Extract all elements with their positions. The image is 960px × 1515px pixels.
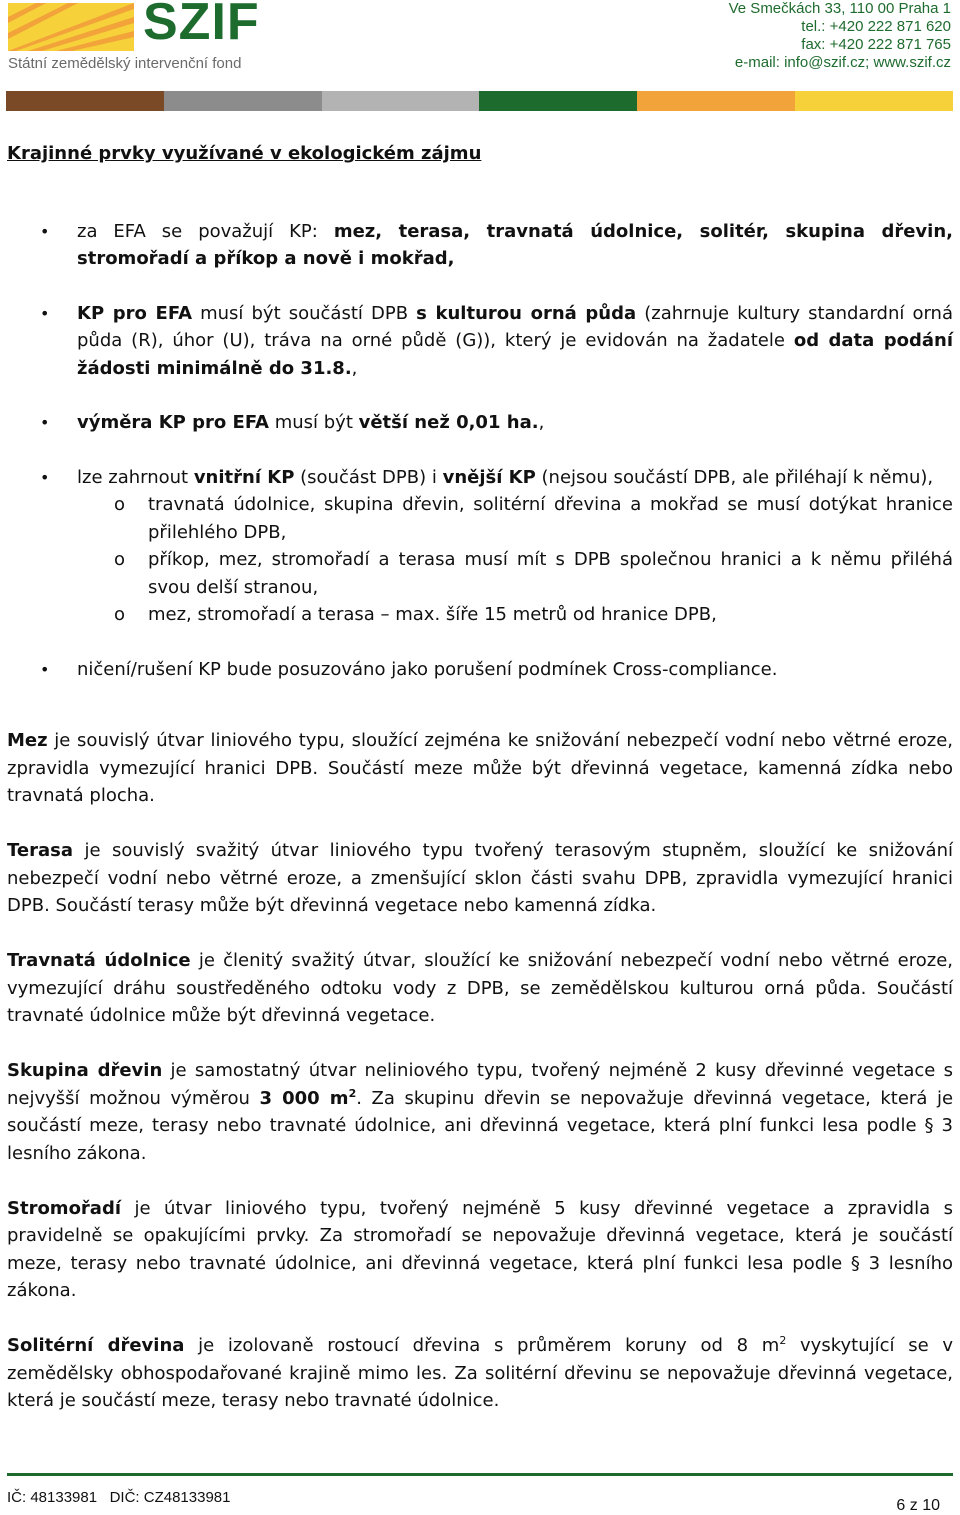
area-number: 3 000 m bbox=[259, 1087, 349, 1109]
bold-text: od data podání žádosti minimálně do 31.8. bbox=[77, 330, 953, 379]
stripe-segment bbox=[6, 91, 164, 111]
header-color-stripe bbox=[6, 91, 953, 111]
list-item bbox=[7, 656, 953, 684]
list-item bbox=[7, 464, 953, 629]
text: (součást DPB) i bbox=[294, 466, 443, 488]
sub-list-item bbox=[7, 601, 953, 629]
bold-text: mez, terasa, travnatá údolnice, solitér, skupina dřevin, stromořadí a příkop a nově i mokřad, bbox=[77, 220, 953, 269]
definition-soliterni-drevina bbox=[7, 1332, 953, 1415]
text: vyskytující se v zemědělsky obhospodařované krajině mimo les. Za solitérní dřevinu se nepovažuje dřevinná vegetace, která je součástí meze, terasy nebo travnaté údolnice. bbox=[7, 1335, 953, 1411]
text: je souvislý útvar liniového typu, sloužící zejména ke snižování nebezpečí vodní nebo větrné eroze, zpravidla vymezující hranici DPB. Součástí meze může být dřevinná vegetace, kamenná zídka nebo travnatá plocha. bbox=[7, 730, 953, 806]
bold-text: větší než 0,01 ha. bbox=[358, 412, 539, 433]
page-number: 6 z 10 bbox=[896, 1497, 940, 1514]
bold-text: vnější KP bbox=[442, 466, 536, 488]
text: mez, stromořadí a terasa – max. šíře 15 metrů od hranice DPB, bbox=[148, 604, 717, 625]
page-title: Krajinné prvky využívané v ekologickém zájmu bbox=[7, 143, 482, 164]
definition-mez bbox=[7, 727, 953, 810]
term: Solitérní dřevina bbox=[7, 1335, 185, 1356]
definition-terasa bbox=[7, 837, 953, 920]
bold-text: vnitřní KP bbox=[193, 466, 295, 488]
contact-tel: tel.: +420 222 871 620 bbox=[801, 18, 951, 35]
list-item bbox=[7, 218, 953, 273]
text: travnatá údolnice, skupina dřevin, solitérní dřevina a mokřad se musí dotýkat hranice přilehlého DPB, bbox=[148, 494, 953, 543]
text: lze zahrnout bbox=[77, 466, 194, 488]
superscript: 2 bbox=[348, 1086, 357, 1100]
bold-text: s kulturou orná půda bbox=[416, 302, 637, 324]
sub-list bbox=[77, 491, 953, 629]
text: je souvislý svažitý útvar liniového typu tvořený terasovým stupněm, sloužící ke snižování nebezpečí vodní nebo větrné eroze, a zmenšující sklon části svahu DPB, zpravidla vymezující hranici DPB. Součástí terasy může být dřevinná vegetace nebo kamenná zídka. bbox=[7, 840, 953, 916]
text: . Za skupinu dřevin se nepovažuje dřevinná vegetace, která je součástí meze, terasy nebo travnaté údolnice, ani dřevinná vegetace, která plní funkci lesa podle § 3 lesního zákona. bbox=[7, 1087, 954, 1164]
contact-fax: fax: +420 222 871 765 bbox=[801, 36, 951, 53]
szif-logo-fields-icon bbox=[8, 3, 134, 51]
term: Terasa bbox=[7, 840, 73, 861]
bold-text: výměra KP pro EFA bbox=[77, 412, 269, 433]
sub-bullet-marker: o bbox=[114, 549, 126, 570]
document-body bbox=[7, 140, 953, 1442]
stripe-segment bbox=[164, 91, 322, 111]
definition-travnata-udolnice bbox=[7, 947, 953, 1030]
text: ničení/rušení KP bude posuzováno jako porušení podmínek Cross-compliance. bbox=[77, 658, 778, 680]
logo-wordmark: SZIF bbox=[143, 0, 260, 51]
text: (nejsou součástí DPB, ale přiléhají k němu), bbox=[535, 466, 934, 488]
superscript: 2 bbox=[779, 1334, 787, 1347]
text: za EFA se považují KP: bbox=[77, 220, 334, 242]
text: je útvar liniového typu, tvořený nejméně 5 kusy dřevinné vegetace a zpravidla s pravidelně se opakujícími prvky. Za stromořadí se nepovažuje dřevinná vegetace, která je součástí meze, terasy nebo travnaté údolnice, ani dřevinná vegetace, která plní funkci lesa podle § 3 lesního zákona. bbox=[7, 1197, 953, 1301]
text: (zahrnuje kultury standardní orná půda (R), úhor (U), tráva na orné půdě (G)), který je evidován na žadatele bbox=[77, 302, 953, 351]
rules-list bbox=[7, 218, 953, 684]
page-header bbox=[0, 0, 960, 112]
sub-bullet-marker: o bbox=[114, 494, 126, 515]
text: , bbox=[351, 357, 358, 379]
contact-block bbox=[729, 0, 951, 72]
text: je samostatný útvar neliniového typu, tvořený nejméně 2 kusy dřevinné vegetace s nejvyšší možnou výměrou bbox=[7, 1060, 953, 1109]
text: je izolovaně rostoucí dřevina s průměrem koruny od 8 m bbox=[184, 1335, 780, 1356]
footer-company-ids: IČ: 48133981 DIČ: CZ48133981 bbox=[7, 1489, 231, 1506]
definition-skupina-drevin bbox=[7, 1057, 953, 1167]
bold-text: KP pro EFA bbox=[77, 302, 192, 324]
logo-subtitle: Státní zemědělský intervenční fond bbox=[8, 55, 242, 72]
definition-stromoradi bbox=[7, 1195, 953, 1305]
definitions bbox=[7, 727, 953, 1415]
list-item bbox=[7, 300, 953, 383]
term: Travnatá údolnice bbox=[7, 950, 191, 971]
text: musí být součástí DPB bbox=[192, 302, 417, 324]
stripe-segment bbox=[637, 91, 795, 111]
term: Stromořadí bbox=[7, 1197, 122, 1219]
footer-divider bbox=[7, 1473, 953, 1476]
text: musí být bbox=[268, 412, 359, 433]
text: je členitý svažitý útvar, sloužící ke snižování nebezpečí vodní nebo větrné eroze, vymezující dráhu soustředěného odtoku vody z DPB, se zemědělskou kulturou orná půda. Součástí travnaté údolnice může být dřevinná vegetace. bbox=[7, 950, 953, 1026]
term: Skupina dřevin bbox=[7, 1060, 163, 1081]
sub-bullet-marker: o bbox=[114, 604, 126, 625]
text: , bbox=[538, 412, 545, 433]
stripe-segment bbox=[322, 91, 480, 111]
term: Mez bbox=[7, 730, 48, 751]
stripe-segment bbox=[795, 91, 953, 111]
stripe-segment bbox=[479, 91, 637, 111]
area-value bbox=[259, 1088, 356, 1109]
list-item bbox=[7, 409, 953, 437]
contact-address: Ve Smečkách 33, 110 00 Praha 1 bbox=[728, 0, 951, 17]
text: příkop, mez, stromořadí a terasa musí mít s DPB společnou hranici a k němu přiléhá svou delší stranou, bbox=[148, 549, 953, 598]
sub-list-item bbox=[7, 546, 953, 601]
sub-list-item bbox=[7, 491, 953, 546]
contact-email-web[interactable]: e-mail: info@szif.cz; www.szif.cz bbox=[734, 54, 951, 71]
